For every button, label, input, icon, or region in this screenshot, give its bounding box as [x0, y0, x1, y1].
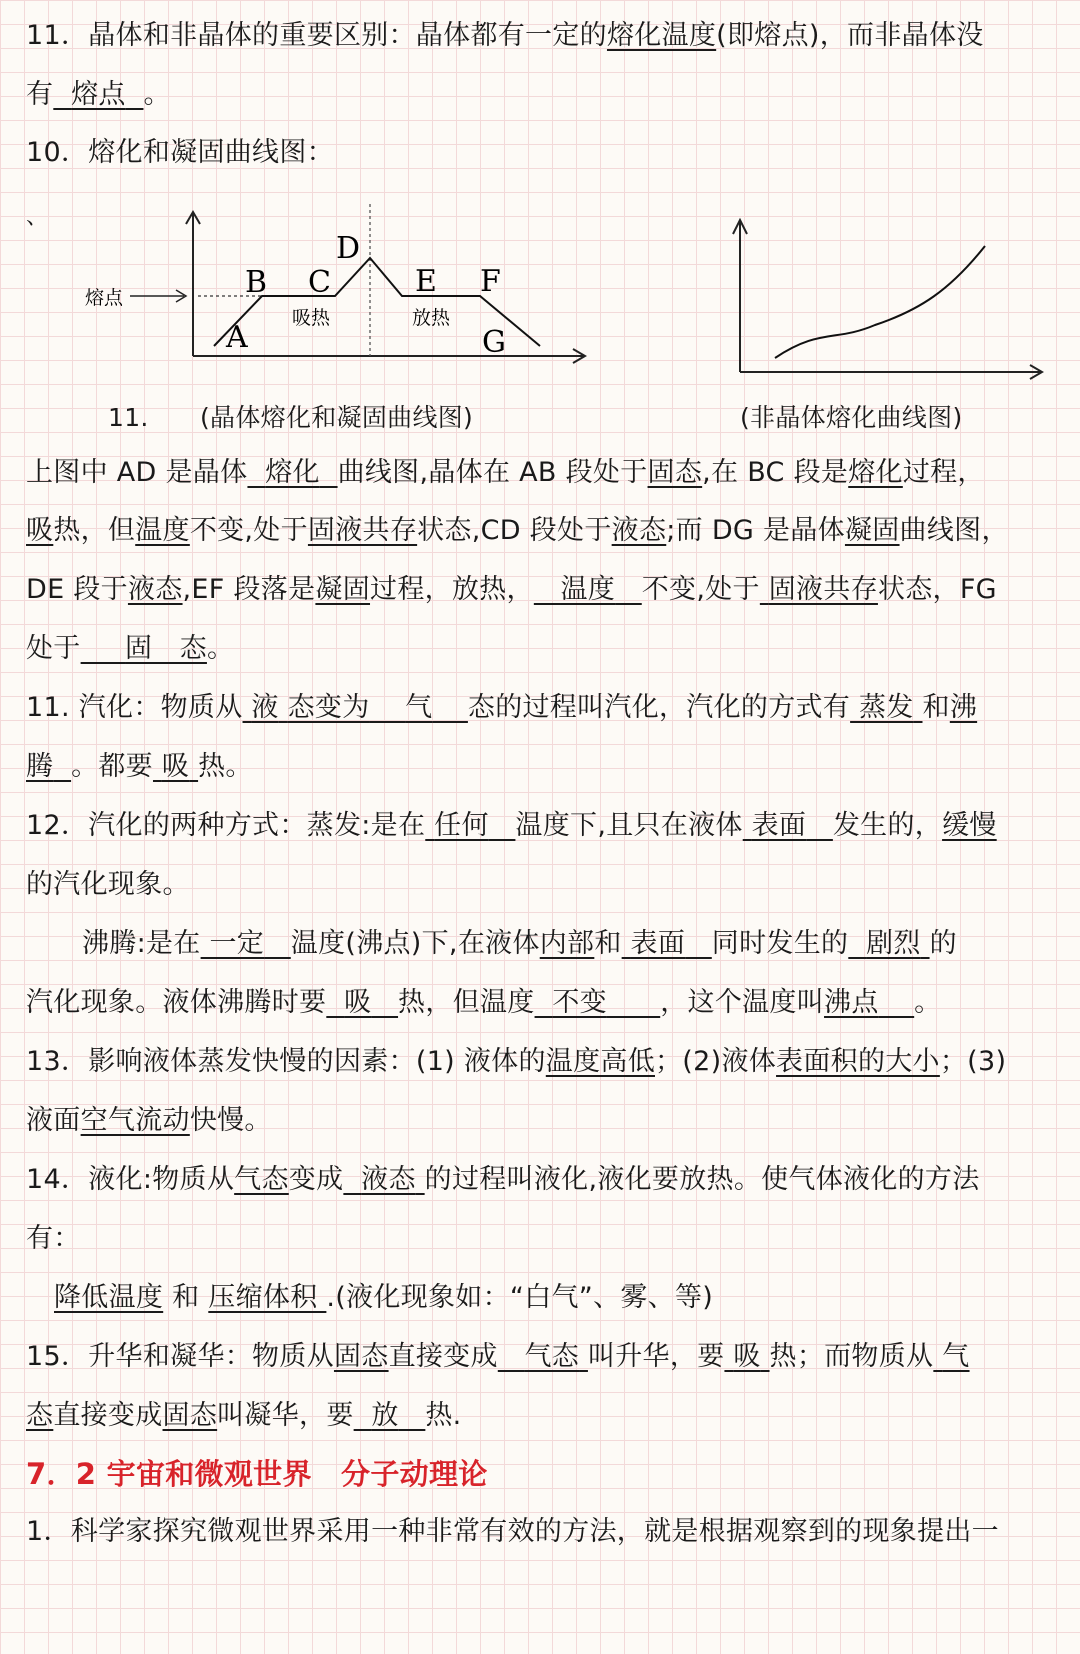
text-line: 11．晶体和非晶体的重要区别：晶体都有一定的熔化温度(即熔点)，而非晶体没 [26, 20, 984, 51]
text-line: 腾 。都要 吸 热。 [26, 751, 253, 782]
answer-blank: 降低温度 [54, 1282, 164, 1313]
answer-blank: 熔点 [71, 79, 126, 110]
answer-blank: 固液共存 [307, 515, 418, 546]
point-label-g: G [482, 325, 506, 360]
answer-blank: 固态 [333, 1341, 389, 1372]
answer-blank: 温度 [135, 515, 190, 546]
answer-blank: 固态 [647, 457, 703, 488]
answer-blank: 一定 [209, 928, 265, 959]
text-line: 液面空气流动快慢。 [26, 1105, 272, 1136]
answer-blank: 固态 [162, 1400, 218, 1431]
text-line: DE 段于液态,EF 段落是凝固过程，放热， 温度 不变,处于 固液共存状态，FG [26, 574, 997, 605]
figure-number: 11. [108, 403, 149, 432]
answer-blank: 液态 [611, 515, 667, 546]
text-line: 态直接变成固态叫凝华，要 放 热. [26, 1400, 462, 1431]
text-line: 处于 固 态。 [26, 633, 235, 664]
text-line: 降低温度 和 压缩体积 .(液化现象如：“白气”、雾、等) [54, 1282, 714, 1313]
answer-blank: 熔化 [848, 457, 903, 488]
text-line: 15．升华和凝华：物质从固态直接变成 气态 叫升华，要 吸 热；而物质从 气 [26, 1341, 970, 1372]
answer-blank: 放 [371, 1400, 399, 1431]
amorphous-caption: (非晶体熔化曲线图) [740, 403, 963, 432]
text-line: 汽化现象。液体沸腾时要 吸 热，但温度 不变 ，这个温度叫沸点 。 [26, 987, 942, 1018]
answer-blank: 吸 [161, 751, 190, 782]
answer-blank: 态 [26, 1400, 54, 1431]
text-line: 上图中 AD 是晶体 熔化 曲线图,晶体在 AB 段处于固态,在 BC 段是熔化过程， [26, 457, 985, 488]
answer-blank: 熔化 [265, 457, 320, 488]
answer-blank: 液 [251, 692, 279, 723]
section-heading: 7．2 宇宙和微观世界 分子动理论 [26, 1457, 488, 1491]
answer-blank: 蒸发 [859, 692, 914, 723]
point-label-a: A [226, 320, 248, 355]
point-label-f: F [480, 264, 501, 299]
answer-blank: 沸点 [824, 987, 879, 1018]
answer-blank: 凝固 [844, 515, 900, 546]
answer-blank: 任何 [434, 810, 489, 841]
text-line: 12．汽化的两种方式：蒸发:是在 任何 温度下,且只在液体 表面 发生的，缓慢 [26, 810, 997, 841]
text-line: 沸腾:是在 一定 温度(沸点)下,在液体内部和 表面 同时发生的 剧烈 的 [82, 928, 957, 959]
text-line: 吸热，但温度不变,处于固液共存状态,CD 段处于液态;而 DG 是晶体凝固曲线图， [26, 515, 1009, 546]
answer-blank: 液态 [361, 1164, 416, 1195]
point-label-e: E [415, 264, 437, 299]
stray-mark: 、 [26, 205, 49, 230]
answer-blank: 缓慢 [942, 810, 997, 841]
answer-blank: 气 [405, 692, 433, 723]
answer-blank: 沸 [949, 692, 978, 723]
melting-point-label: 熔点 [85, 287, 124, 309]
answer-blank: 凝固 [315, 574, 371, 605]
answer-blank: 熔化温度 [606, 20, 717, 51]
text-line: 的汽化现象。 [26, 869, 190, 900]
crystal-caption: (晶体熔化和凝固曲线图) [200, 403, 474, 432]
text-line: 1．科学家探究微观世界采用一种非常有效的方法，就是根据观察到的现象提出一 [26, 1516, 999, 1547]
answer-blank: 剧烈 [866, 928, 921, 959]
answer-blank: 固 态 [125, 633, 207, 664]
absorb-heat-label: 吸热 [292, 307, 331, 329]
answer-blank: 吸 [26, 515, 54, 546]
answer-blank: 内部 [539, 928, 595, 959]
text-line: 10．熔化和凝固曲线图： [26, 137, 334, 168]
point-label-d: D [336, 231, 361, 266]
text-line: 有： [26, 1223, 81, 1254]
text-line: 11. 汽化：物质从 液 态变为 气 态的过程叫汽化，汽化的方式有 蒸发 和沸 [26, 692, 978, 723]
answer-blank: 气 [942, 1341, 970, 1372]
point-label-b: B [245, 265, 268, 300]
answer-blank: 表面 [630, 928, 686, 959]
release-heat-label: 放热 [412, 307, 451, 329]
text-line: 14．液化:物质从气态变成 液态 的过程叫液化,液化要放热。使气体液化的方法 [26, 1164, 980, 1195]
text-line: 有 熔点 。 [26, 79, 171, 110]
answer-blank: 空气流动 [80, 1105, 190, 1136]
answer-blank: 压缩体积 [208, 1282, 318, 1313]
amorphous-curve [775, 246, 985, 358]
text-line: 13．影响液体蒸发快慢的因素：(1) 液体的温度高低；(2)液体表面积的大小；(3) [26, 1046, 1007, 1077]
answer-blank: 表面 [751, 810, 807, 841]
answer-blank: 气态 [524, 1341, 580, 1372]
answer-blank: 液态 [127, 574, 183, 605]
answer-blank: 表面积的大小 [776, 1046, 940, 1077]
answer-blank: 吸 [733, 1341, 761, 1372]
answer-blank: 温度 [560, 574, 616, 605]
crystal-curve-figure [80, 196, 620, 372]
point-label-c: C [308, 265, 331, 300]
answer-blank: 不变 [552, 987, 607, 1018]
answer-blank: 气态 [234, 1164, 289, 1195]
answer-blank: 腾 [26, 751, 54, 782]
answer-blank: 固液共存 [768, 574, 878, 605]
answer-blank: 温度高低 [545, 1046, 655, 1077]
amorphous-curve-figure [720, 210, 1050, 380]
answer-blank: 吸 [344, 987, 372, 1018]
